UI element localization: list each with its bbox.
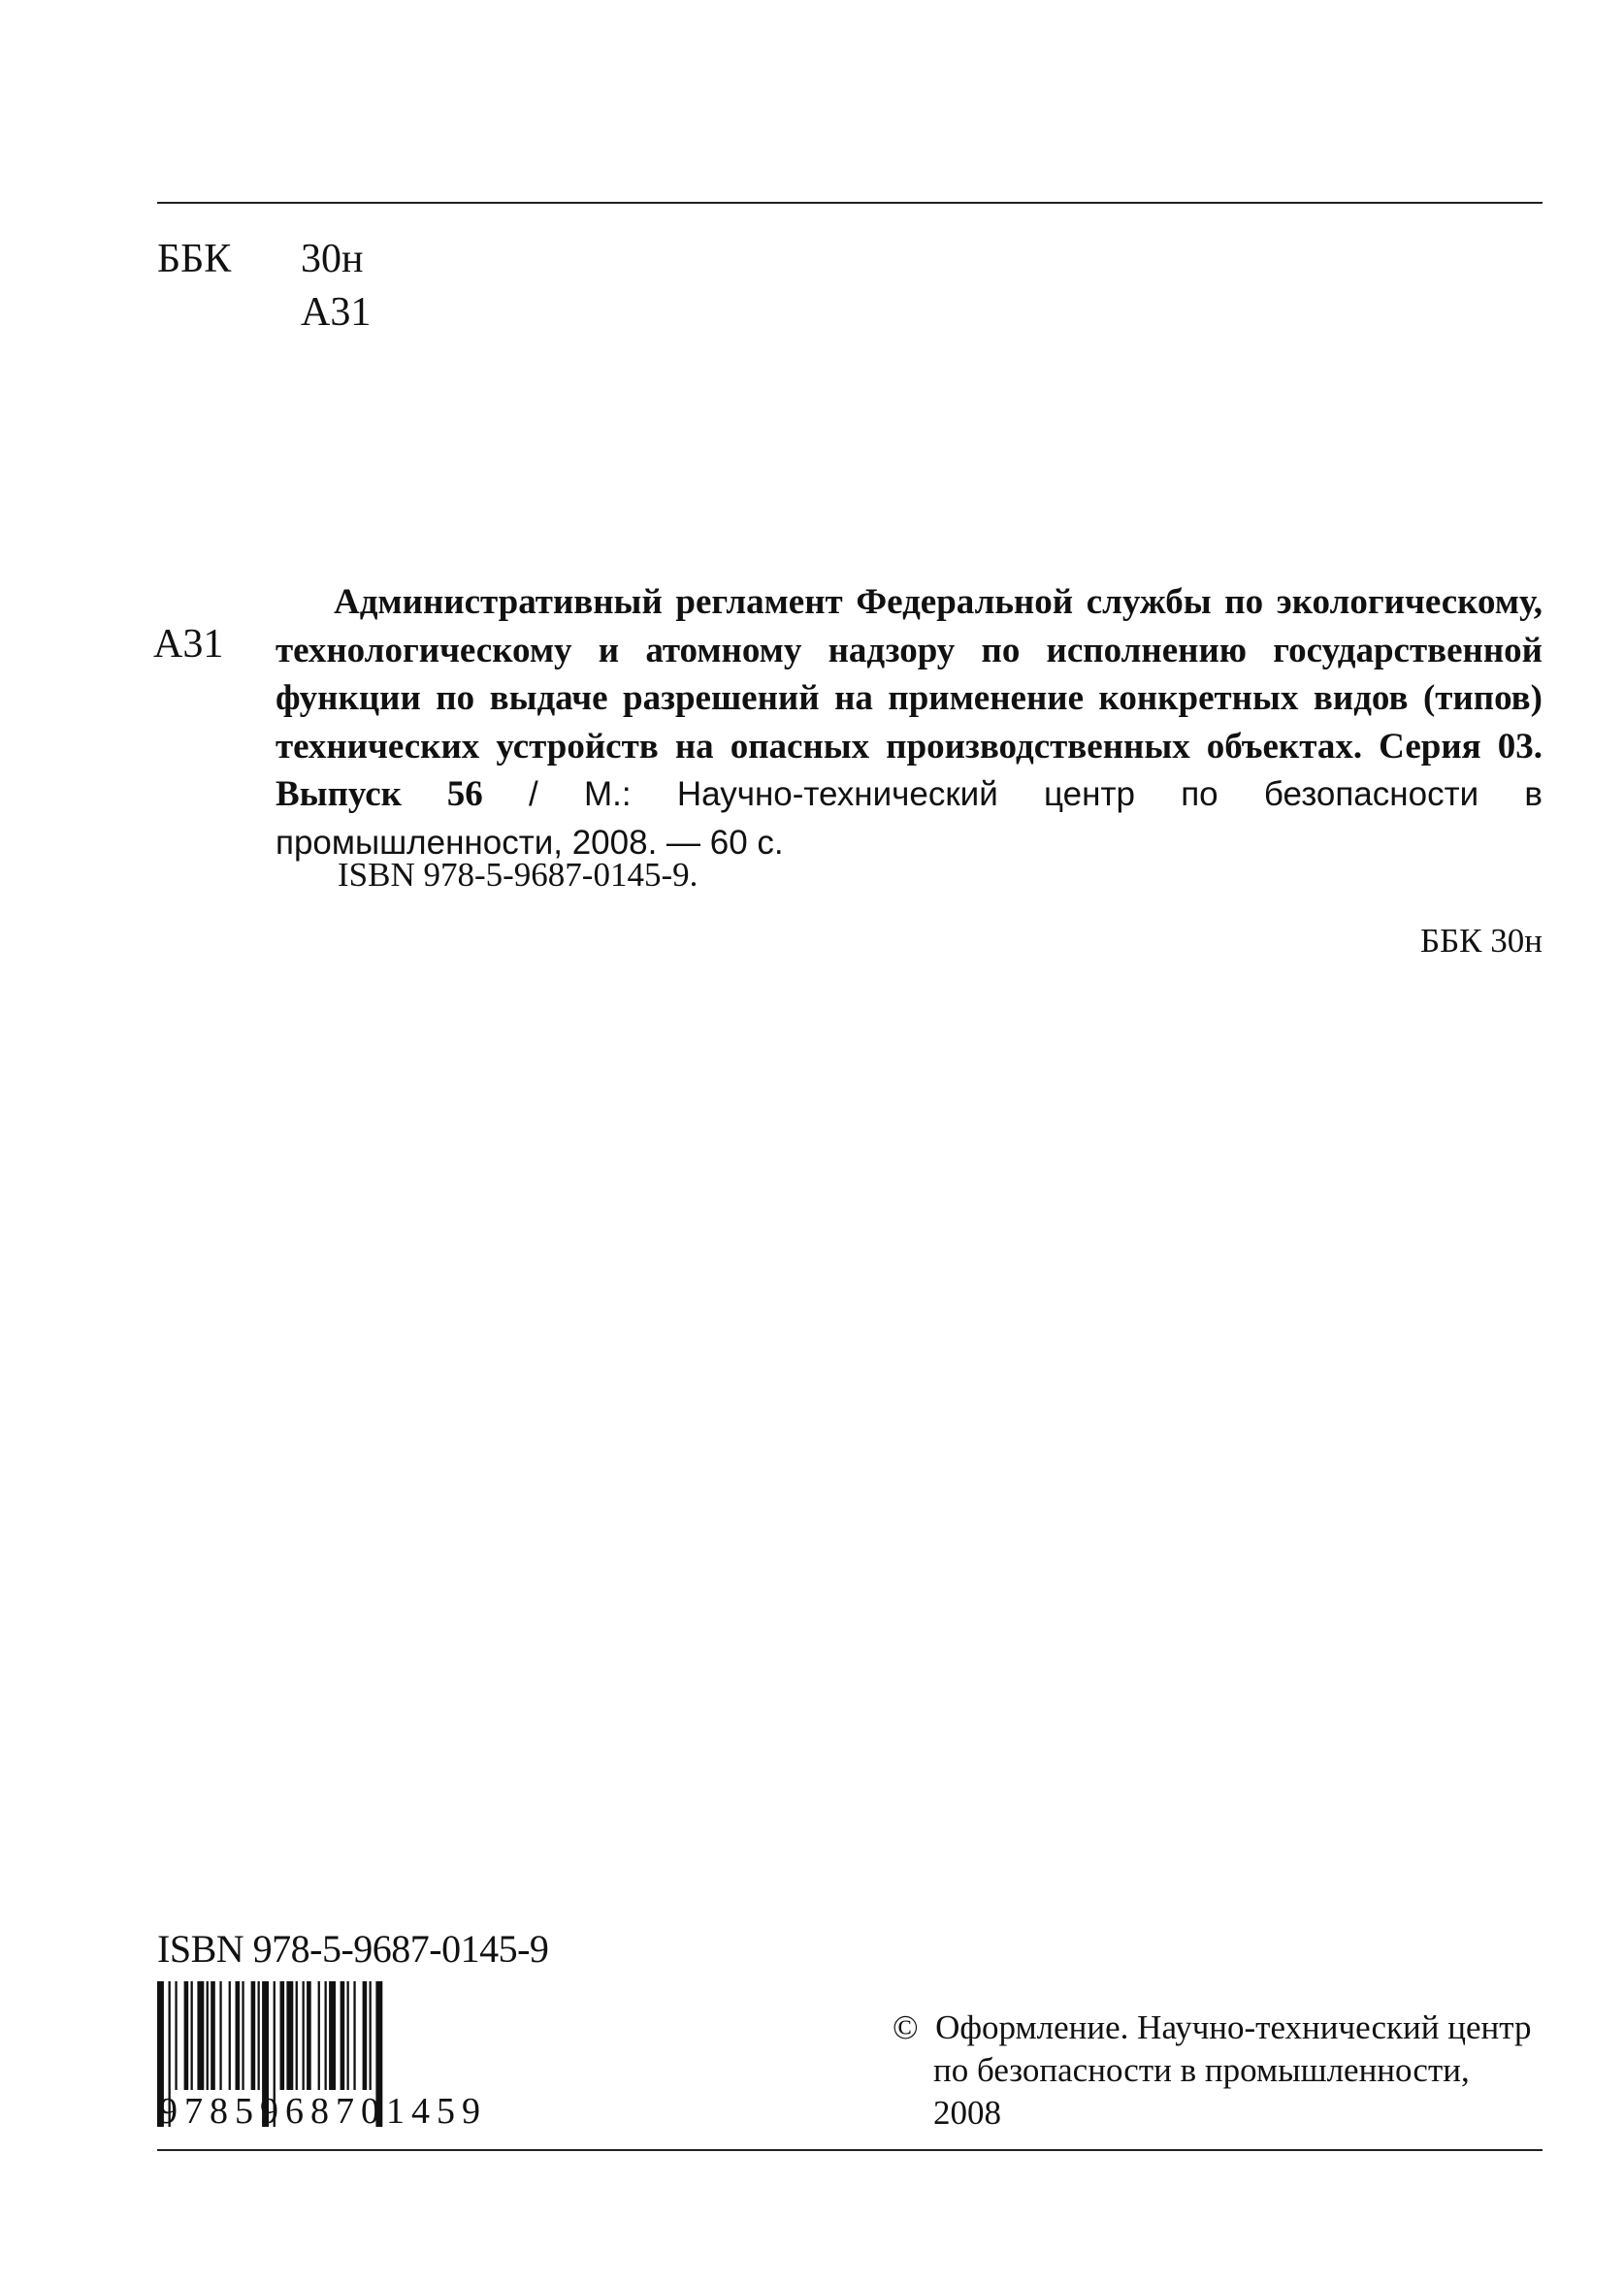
barcode-bar — [280, 1981, 285, 2090]
barcode-bar — [175, 1981, 177, 2090]
barcode-bar — [258, 1981, 260, 2090]
bbk-right: ББК 30н — [1419, 922, 1543, 960]
barcode-bar — [329, 1981, 336, 2090]
top-rule — [157, 202, 1543, 204]
barcode-bar — [341, 1981, 345, 2090]
copyright-line-3: 2008 — [933, 2094, 1001, 2132]
copyright-line-1: Оформление. Научно-технический центр — [935, 2008, 1532, 2046]
barcode-bar — [370, 1981, 372, 2090]
publisher-info: Научно-технический центр по безопасности в промышленности, 2008. — 60 с. — [276, 775, 1543, 862]
barcode-bar — [286, 1981, 293, 2090]
barcode-bar — [307, 1981, 311, 2090]
barcode-digits: 9785968701459 — [159, 2091, 487, 2132]
copyright-block — [893, 2007, 1532, 2135]
barcode-bar — [236, 1981, 241, 2090]
barcode-isbn: ISBN 978-5-9687-0145-9 — [157, 1927, 549, 1971]
copyright-symbol: © — [893, 2008, 919, 2046]
document-title: Административный регламент Федеральной службы по экологическому, технологическому и атомному надзору по исполнению государственной функции по выдаче разрешений на применение конкретных видов (типов) технических устройств на опасных производственных объектах. Серия 03. Выпуск 56 — [276, 582, 1543, 814]
bottom-rule — [157, 2149, 1543, 2151]
barcode-bar — [191, 1981, 193, 2090]
author-sign: А31 — [153, 622, 224, 667]
barcode-bar — [363, 1981, 368, 2090]
barcode-bar — [219, 1981, 221, 2090]
barcode-bar — [197, 1981, 204, 2090]
barcode-bar — [251, 1981, 256, 2090]
barcode-bar — [211, 1981, 215, 2090]
isbn-text: ISBN 978-5-9687-0145-9. — [338, 856, 698, 894]
barcode-bar — [353, 1981, 355, 2090]
publisher-prefix: / М.: — [482, 775, 677, 813]
author-sign-header: А31 — [301, 290, 372, 335]
barcode-bar — [207, 1981, 209, 2090]
barcode-bar — [242, 1981, 244, 2090]
barcode-bar — [318, 1981, 320, 2090]
barcode-bar — [303, 1981, 305, 2090]
barcode-bar — [184, 1981, 189, 2090]
barcode-bar — [347, 1981, 349, 2090]
barcode-bar — [229, 1981, 231, 2090]
bbk-label: ББК — [157, 237, 232, 281]
barcode-bar — [325, 1981, 327, 2090]
barcode-bar — [296, 1981, 298, 2090]
bbk-code: 30н — [301, 237, 364, 281]
copyright-line-2: по безопасности в промышленности, — [933, 2051, 1470, 2089]
bibliographic-description — [276, 578, 1543, 866]
